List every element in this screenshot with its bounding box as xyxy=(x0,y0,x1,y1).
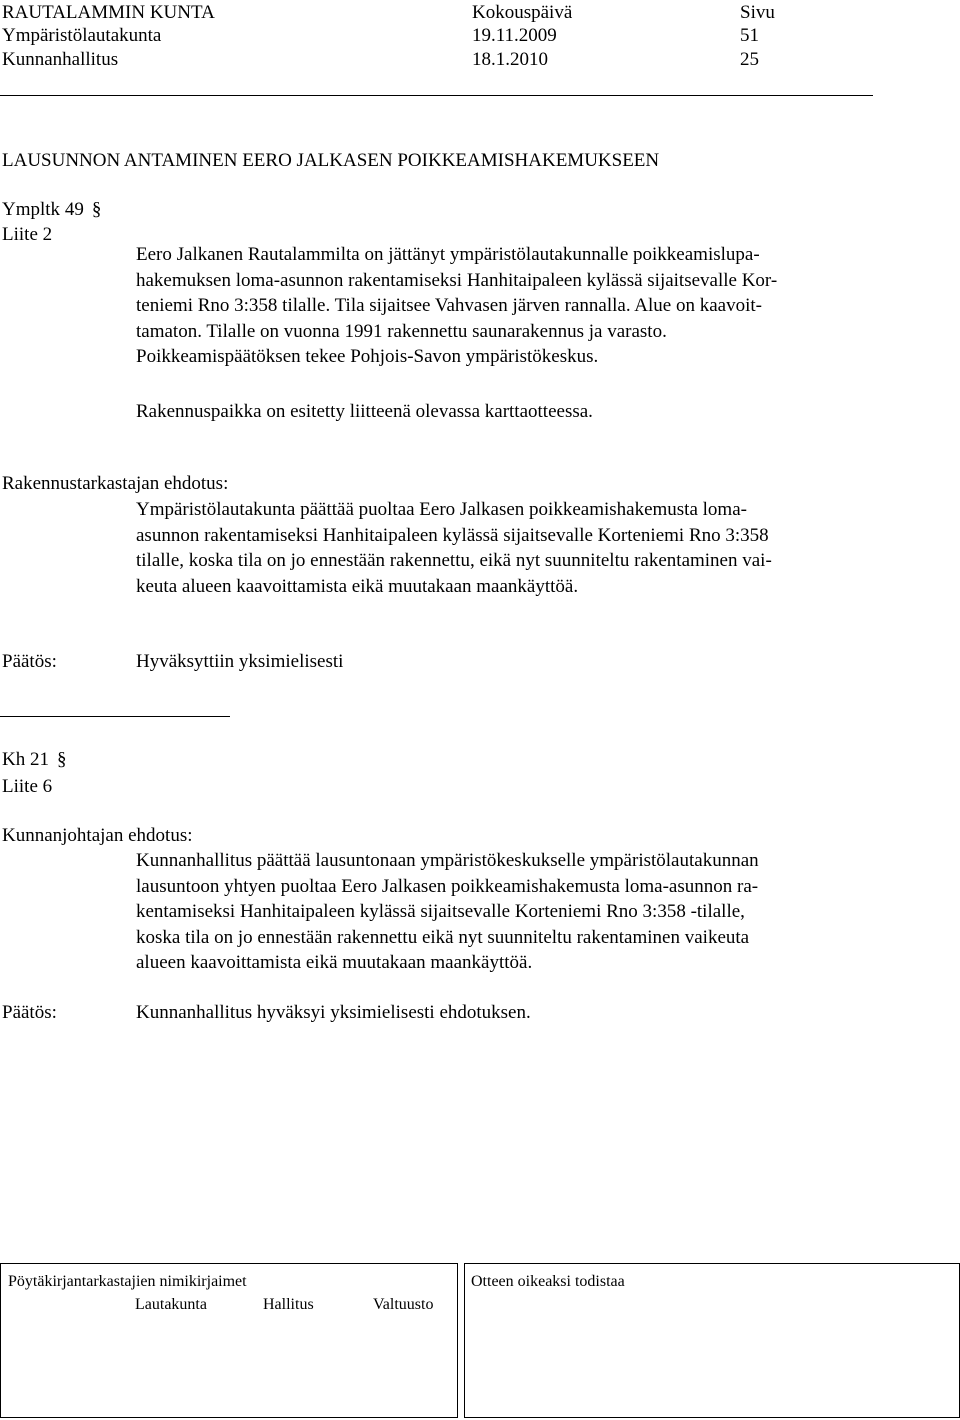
proposal-line: Ympäristölautakunta päättää puoltaa Eero Jalkasen poikkeamishakemusta loma- xyxy=(136,499,747,520)
body-line: tamaton. Tilalle on vuonna 1991 rakennettu saunarakennus ja varasto. xyxy=(136,320,667,342)
header-board-date: 19.11.2009 xyxy=(472,25,557,46)
header-board-page: 51 xyxy=(740,25,759,46)
section-ref-label: Kh xyxy=(2,749,26,770)
header-page-label: Sivu xyxy=(740,2,775,23)
proposal-text xyxy=(136,848,759,976)
proposal-label: Kunnanjohtajan ehdotus: xyxy=(2,825,193,846)
decision-label: Päätös: xyxy=(2,1002,57,1023)
proposal-line: koska tila on jo ennestään rakennettu eikä nyt suunniteltu rakentaminen vaikeuta xyxy=(136,926,750,948)
decision-text: Kunnanhallitus hyväksyi yksimielisesti ehdotuksen. xyxy=(136,1002,531,1023)
proposal-line: lausuntoon yhtyen puoltaa Eero Jalkasen poikkeamishakemusta loma-asunnon ra- xyxy=(136,875,759,897)
body-hallitus: Hallitus xyxy=(263,1296,314,1313)
attachment-ref: Liite 6 xyxy=(2,776,53,797)
header-org: RAUTALAMMIN KUNTA xyxy=(2,2,215,23)
proposal-line: tilalle, koska tila on jo ennestään rakennettu, eikä nyt suunniteltu rakentaminen vai- xyxy=(136,550,772,571)
proposal-label: Rakennustarkastajan ehdotus: xyxy=(2,473,229,494)
section-ref-label: Ympltk xyxy=(2,199,61,220)
body-line: Poikkeamispäätöksen tekee Pohjois-Savon ympäristökeskus. xyxy=(136,346,599,367)
body-line: teniemi Rno 3:358 tilalle. Tila sijaitsee Vahvasen järven rannalla. Alue on kaavoit- xyxy=(136,295,762,316)
proposal-line: Kunnanhallitus päättää lausuntonaan ympäristökeskukselle ympäristölautakunnan xyxy=(136,850,759,871)
header-board: Ympäristölautakunta xyxy=(2,25,162,46)
proposal-line: keuta alueen kaavoittamista eikä muutakaan maankäyttöä. xyxy=(136,575,579,597)
certification-label: Otteen oikeaksi todistaa xyxy=(471,1273,625,1290)
section-separator xyxy=(0,716,230,717)
header-council-date: 18.1.2010 xyxy=(472,49,548,70)
proposal-line: asunnon rakentamiseksi Hanhitaipaleen kylässä sijaitsevalle Korteniemi Rno 3:358 xyxy=(136,524,769,546)
body-lautakunta: Lautakunta xyxy=(135,1296,207,1313)
proposal-line: kentamiseksi Hanhitaipaleen kylässä sijaitsevalle Korteniemi Rno 3:358 -tilalle, xyxy=(136,901,745,922)
body-line: hakemuksen loma-asunnon rakentamiseksi Hanhitaipaleen kylässä sijaitsevalle Kor- xyxy=(136,269,778,291)
certification-box xyxy=(464,1263,960,1418)
body-valtuusto: Valtuusto xyxy=(373,1296,434,1313)
signatures-box xyxy=(0,1263,458,1418)
header-council-page: 25 xyxy=(740,49,759,70)
section-ref xyxy=(2,200,101,219)
section-ref xyxy=(2,750,66,769)
decision-text: Hyväksyttiin yksimielisesti xyxy=(136,651,344,672)
header-council: Kunnanhallitus xyxy=(2,49,119,70)
proposal-line: alueen kaavoittamista eikä muutakaan maankäyttöä. xyxy=(136,952,533,973)
section-ref-number: 49 § xyxy=(65,199,102,220)
header-meeting-date-label: Kokouspäivä xyxy=(472,2,573,23)
case-description xyxy=(136,242,777,370)
attachment-ref: Liite 2 xyxy=(2,224,53,245)
header-rule xyxy=(0,95,873,96)
document-title: LAUSUNNON ANTAMINEN EERO JALKASEN POIKKEAMISHAKEMUKSEEN xyxy=(2,150,660,171)
section-ref-number: 21 § xyxy=(30,749,67,770)
proposal-text xyxy=(136,497,772,599)
map-note: Rakennuspaikka on esitetty liitteenä olevassa karttaotteessa. xyxy=(136,401,593,422)
decision-label: Päätös: xyxy=(2,651,57,672)
signatures-label: Pöytäkirjantarkastajien nimikirjaimet xyxy=(8,1273,247,1290)
body-line: Eero Jalkanen Rautalammilta on jättänyt ympäristölautakunnalle poikkeamislupa- xyxy=(136,244,760,265)
